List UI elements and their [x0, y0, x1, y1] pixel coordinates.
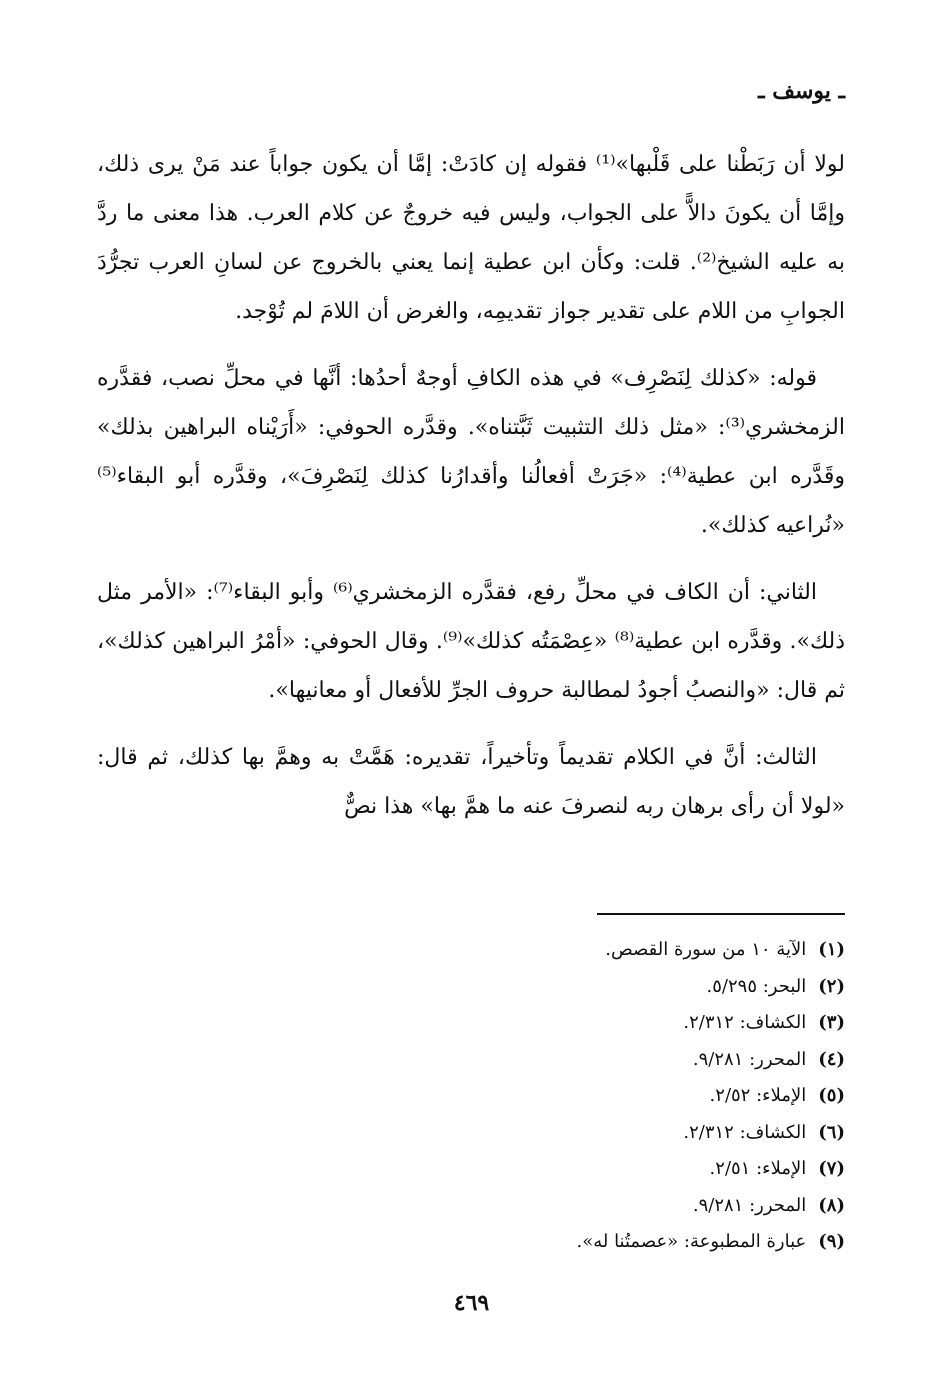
chapter-header: ـ يوسف ـ — [758, 78, 845, 104]
footnote-item — [97, 1224, 845, 1261]
footnote-item — [97, 932, 845, 969]
footnote-number: (٦) — [818, 1121, 845, 1143]
footnote-item — [97, 1005, 845, 1042]
footnote-number: (١) — [818, 939, 845, 960]
footnote-text: الإملاء: ٢/٥١. — [709, 1158, 807, 1179]
footnote-item — [97, 969, 845, 1006]
footnote-item — [97, 1042, 845, 1079]
footnote-number: (٣) — [818, 1012, 845, 1033]
footnote-number: (٧) — [818, 1158, 845, 1179]
footnote-item — [97, 1078, 845, 1115]
footnote-text: الكشاف: ٢/٣١٢. — [683, 1012, 807, 1033]
page-number: ٤٦٩ — [453, 1290, 490, 1316]
footnote-number: (٩) — [818, 1231, 845, 1252]
footnote-number: (٥) — [818, 1085, 845, 1106]
footnote-item — [97, 1151, 845, 1188]
footnote-text: المحرر: ٩/٢٨١. — [692, 1194, 807, 1216]
footnote-number: (٢) — [818, 975, 845, 997]
footnote-number: (٨) — [818, 1194, 845, 1216]
footnote-text: الآية ١٠ من سورة القصص. — [605, 939, 807, 960]
footnote-text: المحرر: ٩/٢٨١. — [692, 1048, 807, 1070]
paragraph-2: قوله: «كذلك لِنَصْرِف» في هذه الكافِ أوجهٌ أحدُها: أنَّها في محلِّ نصب، فقدَّره الزمخشري⁽³⁾: «مثل ذلك التثبيت ثَبَّتناه». وقدَّره الحوفي: «أَرَيْناه البراهين بذلك» وقَدَّره ابن عطية⁽⁴⁾: «جَرَتْ أفعالُنا وأقدارُنا كذلك لِنَصْرِفَ»، وقدَّره أبو البقاء⁽⁵⁾ «نُراعيه كذلك». — [97, 366, 845, 538]
footnote-number: (٤) — [818, 1048, 845, 1070]
main-text — [97, 140, 845, 849]
footnote-text: الإملاء: ٢/٥٢. — [709, 1085, 807, 1106]
footnote-divider — [597, 913, 845, 915]
footnote-text: البحر: ٥/٢٩٥. — [706, 975, 807, 997]
footnotes-list — [97, 932, 845, 1261]
paragraph-3: الثاني: أن الكاف في محلِّ رفع، فقدَّره الزمخشري⁽⁶⁾ وأبو البقاء⁽⁷⁾: «الأمر مثل ذلك». وقدَّره ابن عطية⁽⁸⁾ «عِصْمَتُه كذلك»⁽⁹⁾. وقال الحوفي: «أمْرُ البراهين كذلك»، ثم قال: «والنصبُ أجودُ لمطالبة حروف الجرِّ للأفعال أو معانيها». — [97, 580, 845, 703]
footnote-item — [97, 1115, 845, 1152]
paragraph-1: لولا أن رَبَطْنا على قَلْبها»⁽¹⁾ فقوله إن كادَتْ: إمَّا أن يكون جواباً عند مَنْ يرى ذلك، وإمَّا أن يكونَ دالاًّ على الجواب، وليس فيه خروجٌ عن كلام العرب. هذا معنى ما ردَّ به عليه الشيخ⁽²⁾. قلت: وكأن ابن عطية إنما يعني بالخروج عن لسانِ العرب تجرُّدَ الجوابِ من اللام على تقدير جواز تقديمِه، والغرض أن اللامَ لم تُوْجد. — [97, 152, 845, 324]
footnote-text: الكشاف: ٢/٣١٢. — [683, 1121, 807, 1143]
paragraph-4: الثالث: أنَّ في الكلام تقديماً وتأخيراً، تقديره: هَمَّتْ به وهمَّ بها كذلك، ثم قال: «لولا أن رأى برهان ربه لنصرفَ عنه ما همَّ بها» هذا نصٌّ — [97, 745, 845, 819]
footnote-item — [97, 1188, 845, 1225]
footnote-text: عبارة المطبوعة: «عصمتُنا له». — [576, 1231, 807, 1252]
